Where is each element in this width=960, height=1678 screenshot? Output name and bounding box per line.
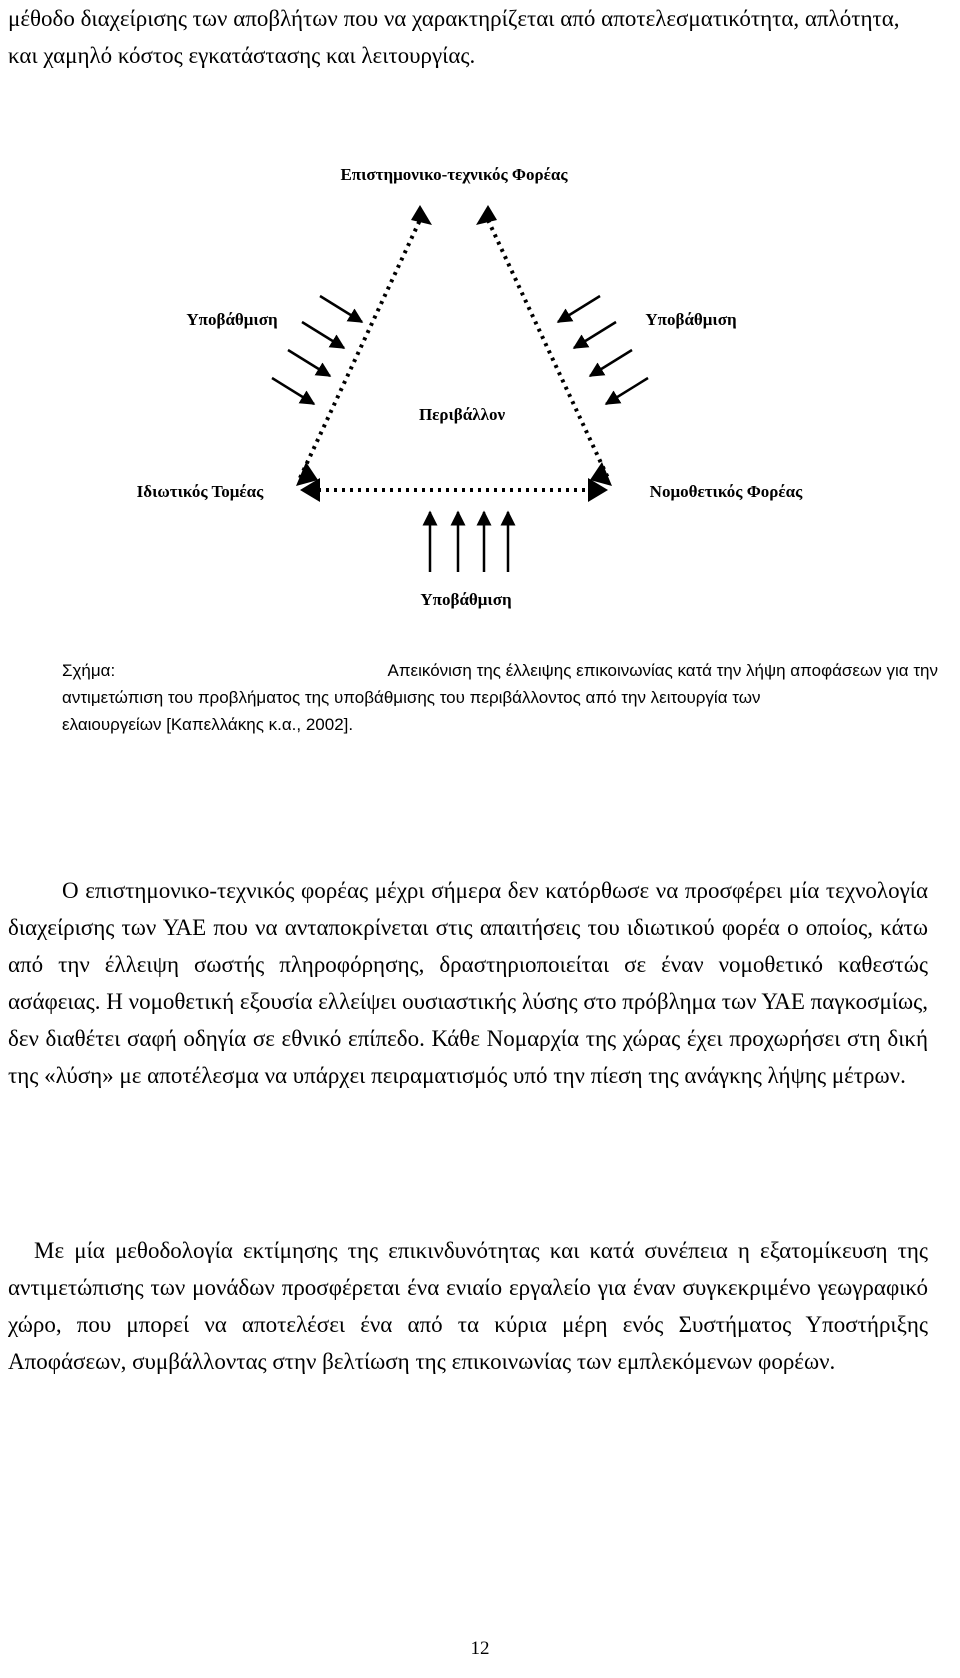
degradation-arrows-left xyxy=(272,296,362,404)
caption-text-1: Απεικόνιση της έλλειψης επικοινωνίας κατά την λήψη αποφάσεων για την xyxy=(387,661,938,680)
page-number: 12 xyxy=(470,1638,490,1659)
connector-arrowheads xyxy=(296,205,612,502)
dotted-connectors xyxy=(300,220,608,490)
arrowhead-top-left xyxy=(411,205,432,225)
intro-paragraph: μέθοδο διαχείρισης των αποβλήτων που να χαρακτηρίζεται από αποτελεσματικότητα, απλότητα, και χαμηλό κόστος εγκατάστασης και λειτουργίας. xyxy=(8,6,900,68)
label-scientific-body: Επιστημονικο-τεχνικός Φορέας xyxy=(340,165,568,184)
label-legislative-body: Νομοθετικός Φορέας xyxy=(649,482,803,501)
caption-line-3: ελαιουργείων [Καπελλάκης κ.α., 2002]. xyxy=(62,715,354,734)
label-private-sector: Ιδιωτικός Τομέας xyxy=(136,482,264,501)
body-paragraph-1 xyxy=(8,872,928,1094)
paragraph-1-text: Ο επιστημονικο-τεχνικός φορέας μέχρι σήμερα δεν κατόρθωσε να προσφέρει μία τεχνολογία διαχείρισης των ΥΑΕ που να ανταποκρίνεται στις απαιτήσεις του ιδιωτικού φορέα ο οποίος, κάτω από την έλλειψη σωστής πληροφόρησης, δραστηριοποιείται σε έναν νομοθετικό καθεστώς ασάφειας. Η νομοθετική εξουσία ελλείψει ουσιαστικής λύσης στο πρόβλημα των ΥΑΕ παγκοσμίως, δεν διαθέτει σαφή οδηγία σε εθνικό επίπεδο. Κάθε Νομαρχία της χώρας έχει προχωρήσει στη δική της «λύση» με αποτέλεσμα να υπάρχει πειραματισμός υπό την πίεση της ανάγκης λήψης μέτρων. xyxy=(8,878,928,1088)
connector-left-top xyxy=(300,220,420,478)
label-degradation-bottom: Υποβάθμιση xyxy=(420,590,512,609)
degradation-arrows-bottom xyxy=(430,512,508,572)
label-degradation-right: Υποβάθμιση xyxy=(645,310,737,329)
connector-top-right xyxy=(488,220,608,478)
label-environment: Περιβάλλον xyxy=(418,405,506,424)
figure-caption xyxy=(62,657,938,738)
body-paragraph-2 xyxy=(8,1232,928,1380)
arrowhead-top-right xyxy=(476,205,497,225)
paragraph-2-text: Με μία μεθοδολογία εκτίμησης της επικινδυνότητας και κατά συνέπεια η εξατομίκευση της αντιμετώπισης των μονάδων προσφέρεται ένα ενιαίο εργαλείο για έναν συγκεκριμένο γεωγραφικό χώρο, που μπορεί να αποτελέσει ένα από τα κύρια μέρη ενός Συστήματος Υποστήριξης Αποφάσεων, συμβάλλοντας στην βελτίωση της επικοινωνίας των εμπλεκόμενων φορέων. xyxy=(8,1238,928,1374)
label-degradation-left: Υποβάθμιση xyxy=(186,310,278,329)
caption-line-2: αντιμετώπιση του προβλήματος της υποβάθμισης του περιβάλλοντος από την λειτουργία των xyxy=(62,688,761,707)
communication-diagram xyxy=(0,0,960,640)
caption-label: Σχήμα: xyxy=(62,661,116,680)
degradation-arrows-right xyxy=(558,296,648,404)
caption-line-1 xyxy=(62,657,938,684)
